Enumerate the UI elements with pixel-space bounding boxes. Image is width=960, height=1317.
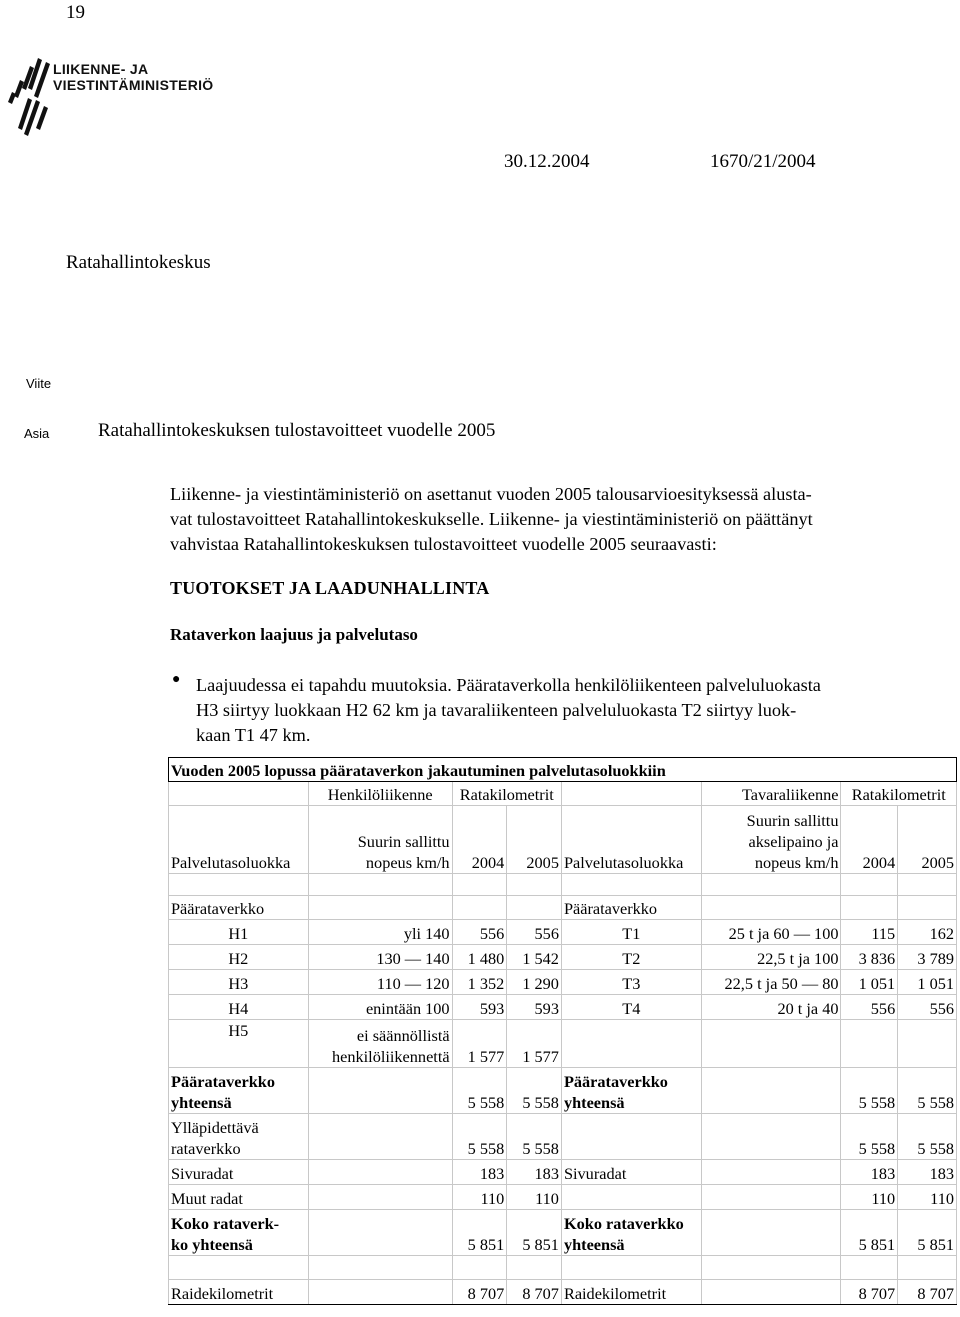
cell-line: ko yhteensä bbox=[171, 1235, 253, 1254]
cell: 5 851 bbox=[507, 1210, 562, 1256]
bullet-line: Laajuudessa ei tapahdu muutoksia. Päärataverkolla henkilöliikenteen palveluluokasta bbox=[196, 675, 821, 695]
cell: 22,5 t ja 100 bbox=[701, 945, 841, 970]
col-header-speed-l2: nopeus km/h bbox=[365, 853, 450, 872]
intro-line: vahvistaa Ratahallintokeskuksen tulostavoitteet vuodelle 2005 seuraavasti: bbox=[170, 534, 717, 554]
cell: 183 bbox=[507, 1160, 562, 1185]
subject-label: Asia bbox=[24, 426, 50, 441]
cell bbox=[169, 1068, 309, 1114]
group-header-passenger: Henkilöliikenne bbox=[308, 782, 452, 806]
cell: Raidekilometrit bbox=[561, 1280, 701, 1305]
unit-header-passenger: Ratakilometrit bbox=[452, 782, 561, 806]
section-heading: TUOTOKSET JA LAADUNHALLINTA bbox=[170, 578, 490, 598]
cell-line: yhteensä bbox=[563, 1093, 625, 1112]
cell: 130 — 140 bbox=[308, 945, 452, 970]
table-row bbox=[169, 1068, 957, 1114]
col-header-axle-l3: nopeus km/h bbox=[754, 853, 839, 872]
cell: enintään 100 bbox=[308, 995, 452, 1020]
cell: 1 051 bbox=[841, 970, 898, 995]
cell: 1 352 bbox=[452, 970, 507, 995]
col-header-class-freight: Palvelutasoluokka bbox=[561, 806, 701, 874]
cell: Raidekilometrit bbox=[169, 1280, 309, 1305]
col-header-2004-freight: 2004 bbox=[841, 806, 898, 874]
table-row bbox=[169, 1185, 957, 1210]
table-row bbox=[169, 1160, 957, 1185]
cell: 110 bbox=[898, 1185, 957, 1210]
page-number: 19 bbox=[66, 2, 85, 23]
cell: T2 bbox=[561, 945, 701, 970]
cell: Sivuradat bbox=[561, 1160, 701, 1185]
col-header-axle-l2: akselipaino ja bbox=[748, 832, 839, 851]
subsection-heading: Rataverkon laajuus ja palvelutaso bbox=[170, 625, 418, 644]
table-row bbox=[169, 995, 957, 1020]
cell: H1 bbox=[169, 920, 309, 945]
table-row bbox=[169, 1280, 957, 1305]
col-header-2004: 2004 bbox=[452, 806, 507, 874]
cell: H3 bbox=[169, 970, 309, 995]
cell: 110 bbox=[507, 1185, 562, 1210]
section-label: Päärataverkko bbox=[169, 896, 309, 920]
cell: 556 bbox=[898, 995, 957, 1020]
logo-emblem-icon bbox=[8, 56, 58, 142]
col-header-2005: 2005 bbox=[507, 806, 562, 874]
cell: 556 bbox=[507, 920, 562, 945]
cell bbox=[561, 1210, 701, 1256]
cell: 5 558 bbox=[452, 1068, 507, 1114]
cell: 1 290 bbox=[507, 970, 562, 995]
cell: 1 051 bbox=[898, 970, 957, 995]
cell: 593 bbox=[507, 995, 562, 1020]
recipient: Ratahallintokeskus bbox=[66, 252, 211, 273]
cell bbox=[169, 1114, 309, 1160]
cell: 1 577 bbox=[507, 1020, 562, 1068]
cell: Sivuradat bbox=[169, 1160, 309, 1185]
cell-line: henkilöliikennettä bbox=[332, 1047, 450, 1066]
service-level-table bbox=[168, 757, 957, 1305]
cell: 5 558 bbox=[452, 1114, 507, 1160]
cell: 5 851 bbox=[841, 1210, 898, 1256]
cell: Muut radat bbox=[169, 1185, 309, 1210]
logo-text-line1: LIIKENNE- JA bbox=[53, 61, 149, 77]
cell-line: Koko rataverkko bbox=[563, 1214, 684, 1233]
intro-line: vat tulostavoitteet Ratahallintokeskukselle. Liikenne- ja viestintäministeriö on päättänyt bbox=[170, 509, 813, 529]
cell: 22,5 t ja 50 — 80 bbox=[701, 970, 841, 995]
cell: 115 bbox=[841, 920, 898, 945]
cell: T1 bbox=[561, 920, 701, 945]
bullet-line: H3 siirtyy luokkaan H2 62 km ja tavaraliikenteen palveluluokasta T2 siirtyy luok- bbox=[196, 700, 797, 720]
cell: 110 bbox=[452, 1185, 507, 1210]
cell-line: yhteensä bbox=[171, 1093, 232, 1112]
cell: 1 542 bbox=[507, 945, 562, 970]
reference-label: Viite bbox=[26, 376, 52, 391]
cell: 183 bbox=[898, 1160, 957, 1185]
table-row bbox=[169, 945, 957, 970]
table-row bbox=[169, 970, 957, 995]
group-header-freight: Tavaraliikenne bbox=[701, 782, 841, 806]
cell: 8 707 bbox=[898, 1280, 957, 1305]
col-header-2005-freight: 2005 bbox=[898, 806, 957, 874]
cell: H2 bbox=[169, 945, 309, 970]
cell: 556 bbox=[841, 995, 898, 1020]
cell: T3 bbox=[561, 970, 701, 995]
cell bbox=[169, 1210, 309, 1256]
cell: H5 bbox=[169, 1020, 309, 1068]
bullet-icon: ● bbox=[172, 672, 181, 687]
cell-line: rataverkko bbox=[171, 1139, 241, 1158]
cell-line: Ylläpidettävä bbox=[171, 1118, 259, 1137]
cell: 183 bbox=[452, 1160, 507, 1185]
cell: 1 480 bbox=[452, 945, 507, 970]
cell: H4 bbox=[169, 995, 309, 1020]
cell: 5 558 bbox=[507, 1114, 562, 1160]
cell: 3 789 bbox=[898, 945, 957, 970]
unit-header-freight: Ratakilometrit bbox=[841, 782, 957, 806]
cell bbox=[561, 1068, 701, 1114]
cell: 162 bbox=[898, 920, 957, 945]
section-label-freight: Päärataverkko bbox=[561, 896, 701, 920]
cell: 8 707 bbox=[841, 1280, 898, 1305]
cell bbox=[308, 1020, 452, 1068]
cell-line: Koko rataverk- bbox=[171, 1214, 280, 1233]
cell: 8 707 bbox=[452, 1280, 507, 1305]
intro-paragraph bbox=[170, 482, 950, 557]
intro-line: Liikenne- ja viestintäministeriö on asettanut vuoden 2005 talousarvioesityksessä alusta- bbox=[170, 484, 812, 504]
subject-line: Ratahallintokeskuksen tulostavoitteet vuodelle 2005 bbox=[98, 420, 496, 441]
document-date: 30.12.2004 bbox=[504, 151, 590, 172]
cell: 110 — 120 bbox=[308, 970, 452, 995]
table-row bbox=[169, 1210, 957, 1256]
cell: yli 140 bbox=[308, 920, 452, 945]
cell: 1 577 bbox=[452, 1020, 507, 1068]
cell-line: ei säännöllistä bbox=[356, 1026, 450, 1045]
cell: 5 558 bbox=[841, 1068, 898, 1114]
document-number: 1670/21/2004 bbox=[710, 151, 816, 172]
cell: 110 bbox=[841, 1185, 898, 1210]
table-title: Vuoden 2005 lopussa päärataverkon jakautuminen palvelutasoluokkiin bbox=[169, 758, 957, 782]
cell: T4 bbox=[561, 995, 701, 1020]
col-header-speed bbox=[308, 806, 452, 874]
col-header-class: Palvelutasoluokka bbox=[169, 806, 309, 874]
col-header-axle-l1: Suurin sallittu bbox=[746, 811, 839, 830]
cell: 5 558 bbox=[841, 1114, 898, 1160]
cell: 8 707 bbox=[507, 1280, 562, 1305]
cell: 5 851 bbox=[898, 1210, 957, 1256]
cell: 5 558 bbox=[898, 1114, 957, 1160]
col-header-speed-l1: Suurin sallittu bbox=[357, 832, 450, 851]
cell: 25 t ja 60 — 100 bbox=[701, 920, 841, 945]
cell-line: Päärataverkko bbox=[563, 1072, 668, 1091]
table-row bbox=[169, 920, 957, 945]
logo-text-line2: VIESTINTÄMINISTERIÖ bbox=[53, 77, 214, 93]
bullet-paragraph bbox=[196, 673, 956, 748]
cell: 5 851 bbox=[452, 1210, 507, 1256]
cell: 556 bbox=[452, 920, 507, 945]
table-row bbox=[169, 1114, 957, 1160]
cell-line: yhteensä bbox=[563, 1235, 625, 1254]
col-header-axle bbox=[701, 806, 841, 874]
table-row bbox=[169, 1020, 957, 1068]
cell: 593 bbox=[452, 995, 507, 1020]
cell: 5 558 bbox=[898, 1068, 957, 1114]
cell: 183 bbox=[841, 1160, 898, 1185]
cell: 5 558 bbox=[507, 1068, 562, 1114]
cell: 20 t ja 40 bbox=[701, 995, 841, 1020]
bullet-line: kaan T1 47 km. bbox=[196, 725, 311, 745]
cell-line: Päärataverkko bbox=[171, 1072, 275, 1091]
cell: 3 836 bbox=[841, 945, 898, 970]
